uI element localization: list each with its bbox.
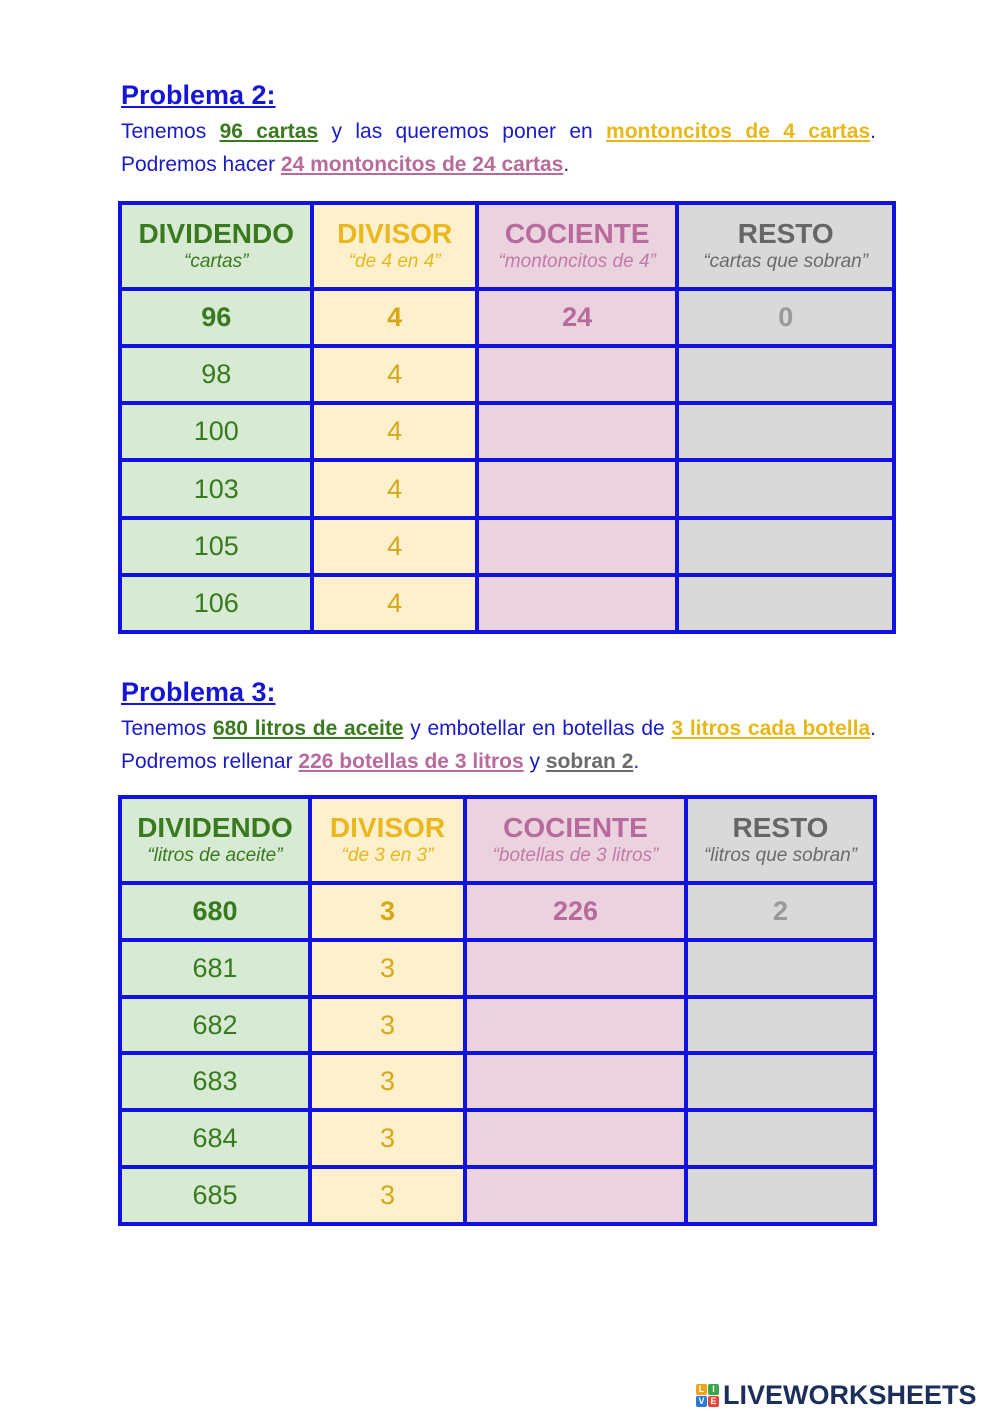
cell-divisor: 4 [312, 403, 476, 460]
header-dividendo: DIVIDENDO “cartas” [120, 203, 312, 289]
table-row [120, 1053, 875, 1110]
cell-resto-input[interactable] [686, 940, 875, 997]
cell-cociente-input[interactable] [465, 1110, 686, 1167]
cell-divisor: 3 [310, 997, 465, 1054]
logo-mark-tile: E [708, 1396, 719, 1407]
cell-divisor: 3 [310, 1167, 465, 1224]
cell-divisor: 3 [310, 1053, 465, 1110]
header-cociente: COCIENTE “montoncitos de 4” [477, 203, 678, 289]
cell-cociente-input[interactable] [477, 346, 678, 403]
cell-divisor: 3 [310, 940, 465, 997]
cell-dividendo: 106 [120, 575, 312, 632]
cell-dividendo: 103 [120, 460, 312, 517]
problem-2-table [118, 201, 896, 634]
cell-dividendo: 96 [120, 289, 312, 346]
cell-resto-input[interactable] [677, 518, 894, 575]
problem-3-statement: Tenemos 680 litros de aceite y embotellar en botellas de 3 litros cada botella. Podremos rellenar 226 botellas de 3 litros y sobran 2. [121, 717, 877, 773]
table-row [120, 940, 875, 997]
highlight-divisor: 3 litros cada botella [671, 717, 871, 740]
cell-dividendo: 105 [120, 518, 312, 575]
cell-divisor: 3 [310, 883, 465, 940]
cell-divisor: 4 [312, 575, 476, 632]
cell-resto: 2 [686, 883, 875, 940]
cell-cociente: 226 [465, 883, 686, 940]
table-header-row [120, 797, 875, 883]
table-row [120, 997, 875, 1054]
problem-3-table [118, 795, 877, 1226]
highlight-remainder: sobran 2 [545, 750, 634, 773]
table-row [120, 1167, 875, 1224]
logo-mark-tile: L [696, 1384, 707, 1395]
cell-dividendo: 683 [120, 1053, 310, 1110]
highlight-quotient: 24 montoncitos de 24 cartas [280, 153, 564, 176]
problem-2-statement: Tenemos 96 cartas y las queremos poner en montoncitos de 4 cartas. Podremos hacer 24 montoncitos de 24 cartas. [121, 120, 876, 176]
cell-cociente-input[interactable] [465, 940, 686, 997]
header-resto: RESTO “litros que sobran” [686, 797, 875, 883]
cell-dividendo: 98 [120, 346, 312, 403]
cell-dividendo: 681 [120, 940, 310, 997]
highlight-divisor: montoncitos de 4 cartas [606, 120, 871, 143]
header-divisor: DIVISOR “de 3 en 3” [310, 797, 465, 883]
table-row [120, 518, 894, 575]
liveworksheets-logo [696, 1380, 977, 1410]
cell-dividendo: 100 [120, 403, 312, 460]
cell-dividendo: 684 [120, 1110, 310, 1167]
cell-resto-input[interactable] [686, 997, 875, 1054]
cell-divisor: 3 [310, 1110, 465, 1167]
cell-cociente: 24 [477, 289, 678, 346]
cell-divisor: 4 [312, 460, 476, 517]
table-row [120, 575, 894, 632]
header-divisor: DIVISOR “de 4 en 4” [312, 203, 476, 289]
cell-resto-input[interactable] [677, 403, 894, 460]
table-row [120, 460, 894, 517]
cell-cociente-input[interactable] [477, 460, 678, 517]
cell-cociente-input[interactable] [477, 518, 678, 575]
table-row [120, 346, 894, 403]
cell-resto-input[interactable] [677, 346, 894, 403]
cell-divisor: 4 [312, 289, 476, 346]
highlight-dividend: 96 cartas [219, 120, 319, 143]
logo-mark-tile: V [696, 1396, 707, 1407]
table-row [120, 883, 875, 940]
cell-divisor: 4 [312, 518, 476, 575]
cell-dividendo: 685 [120, 1167, 310, 1224]
header-dividendo: DIVIDENDO “litros de aceite” [120, 797, 310, 883]
header-resto: RESTO “cartas que sobran” [677, 203, 894, 289]
table-row [120, 289, 894, 346]
table-header-row [120, 203, 894, 289]
cell-cociente-input[interactable] [477, 575, 678, 632]
table-row [120, 1110, 875, 1167]
cell-cociente-input[interactable] [465, 1167, 686, 1224]
cell-resto-input[interactable] [677, 575, 894, 632]
highlight-quotient: 226 botellas de 3 litros [298, 750, 524, 773]
cell-dividendo: 680 [120, 883, 310, 940]
cell-resto-input[interactable] [686, 1167, 875, 1224]
cell-resto-input[interactable] [686, 1053, 875, 1110]
problem-3-title: Problema 3: [121, 677, 276, 707]
cell-cociente-input[interactable] [465, 997, 686, 1054]
cell-resto: 0 [677, 289, 894, 346]
logo-text: LIVEWORKSHEETS [723, 1379, 977, 1410]
highlight-dividend: 680 litros de aceite [212, 717, 404, 740]
cell-resto-input[interactable] [677, 460, 894, 517]
cell-dividendo: 682 [120, 997, 310, 1054]
logo-mark-icon [696, 1384, 719, 1407]
cell-cociente-input[interactable] [477, 403, 678, 460]
header-cociente: COCIENTE “botellas de 3 litros” [465, 797, 686, 883]
table-row [120, 403, 894, 460]
logo-mark-tile: I [708, 1384, 719, 1395]
cell-cociente-input[interactable] [465, 1053, 686, 1110]
cell-divisor: 4 [312, 346, 476, 403]
problem-2-title: Problema 2: [121, 80, 276, 110]
cell-resto-input[interactable] [686, 1110, 875, 1167]
